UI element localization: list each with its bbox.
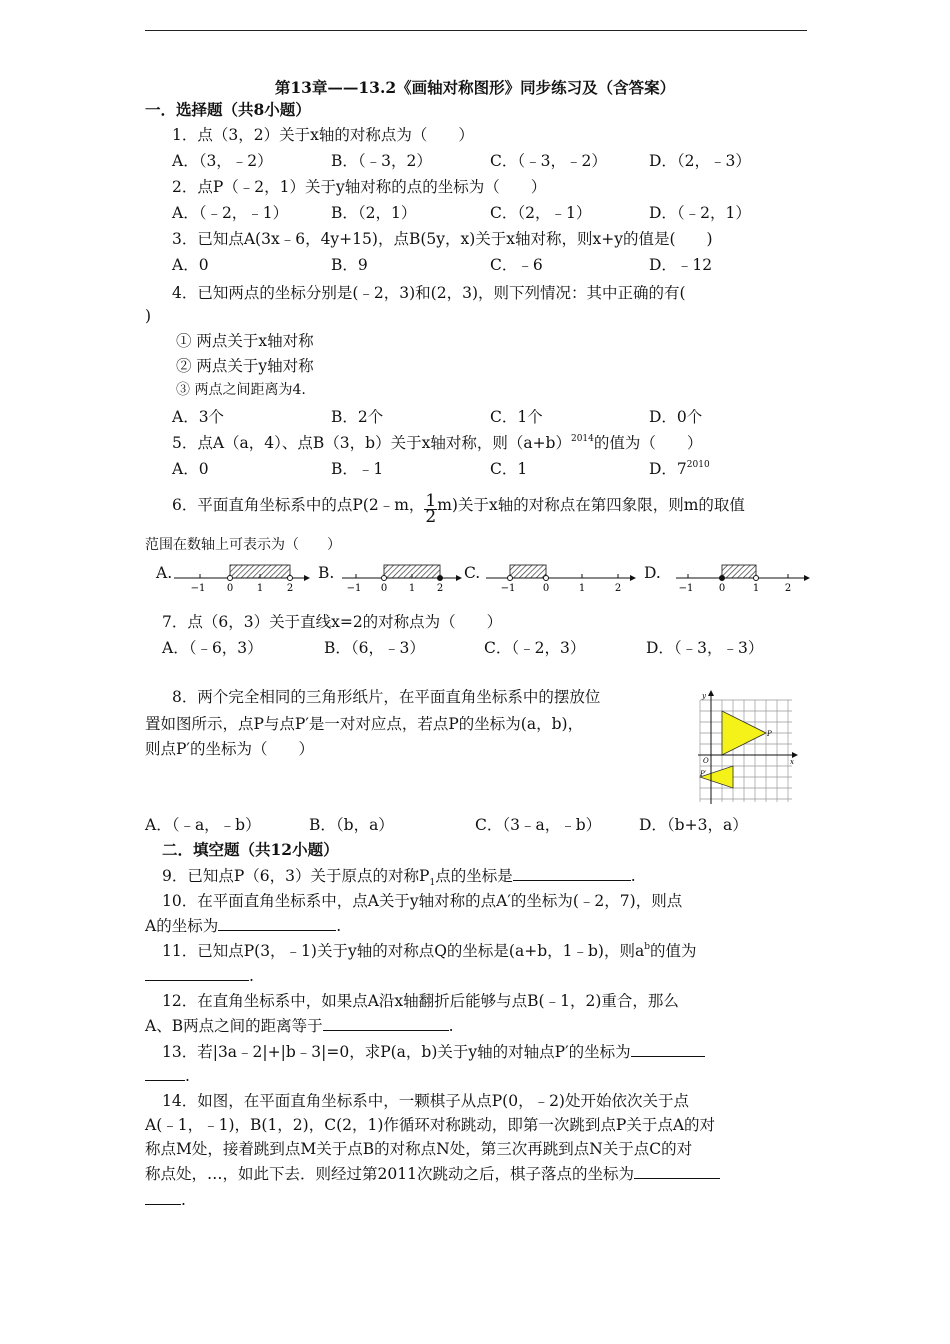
axis-label: 1 (578, 583, 586, 594)
q4-option-c: C．1个 (490, 408, 543, 426)
answer-blank[interactable] (145, 965, 249, 981)
number-line-c (482, 558, 636, 594)
axis-label: 2 (784, 583, 792, 594)
q8-option-b: B．（b，a） (309, 816, 394, 834)
q2-option-a: A．（﹣2，﹣1） (172, 204, 289, 222)
point-p-prime-label: P′ (700, 770, 707, 778)
q1-option-d: D．（2，﹣3） (649, 152, 751, 170)
q2-option-b: B．（2，1） (331, 204, 417, 222)
number-line-b (338, 558, 462, 594)
q14-line1: 14．如图，在平面直角坐标系中，一颗棋子从点P(0，﹣2)处开始依次关于点 (162, 1092, 689, 1110)
q3-option-a: A．0 (172, 256, 209, 274)
q6-option-c: C. (464, 564, 481, 582)
q8-option-a: A．（﹣a，﹣b） (145, 816, 261, 834)
q10-line1: 10．在平面直角坐标系中，点A关于y轴对称的点A′的坐标为(﹣2，7)，则点 (162, 892, 683, 910)
one-half-fraction: $\frac{1}{2}$ (425, 491, 437, 527)
axis-label: −1 (500, 583, 516, 594)
q14-line5: . (145, 1189, 186, 1210)
q6-option-a: A. (156, 564, 173, 582)
q8-option-c: C．（3﹣a，﹣b） (475, 816, 602, 834)
q4-stem: 4．已知两点的坐标分别是(﹣2，3)和(2，3)，则下列情况：其中正确的有( (172, 284, 686, 302)
origin-label: O (703, 757, 709, 765)
section-fill-heading: 二．填空题（共12小题） (162, 840, 339, 859)
q1-stem: 1．点（3，2）关于x轴的对称点为（ ） (172, 126, 474, 144)
q3-stem: 3．已知点A(3x﹣6，4y+15)，点B(5y，x)关于x轴对称，则x+y的值是( ) (172, 230, 713, 248)
number-line-a (170, 558, 310, 594)
q8-line2: 置如图所示，点P与点P′是一对对应点，若点P的坐标为(a，b)， (145, 715, 584, 733)
axis-label: 1 (256, 583, 264, 594)
q7-option-a: A．（﹣6，3） (162, 639, 263, 657)
axis-label: 1 (752, 583, 760, 594)
q2-option-d: D．（﹣2，1） (649, 204, 751, 222)
q6-stem-line2: 范围在数轴上可表示为（ ） (145, 537, 341, 553)
axis-label: −1 (346, 583, 362, 594)
coordinate-grid-figure (694, 690, 798, 806)
q8-line1: 8．两个完全相同的三角形纸片，在平面直角坐标系中的摆放位 (172, 688, 601, 706)
q12-line2: A、B两点之间的距离等于 . (145, 1017, 454, 1035)
q4-option-d: D．0个 (649, 408, 703, 426)
point-p-label: P (767, 730, 772, 738)
q7-stem: 7．点（6，3）关于直线x=2的对称点为（ ） (162, 613, 503, 631)
q4-statement-1: ① 两点关于x轴对称 (176, 332, 314, 350)
q14-line4: 称点处，…，如此下去．则经过第2011次跳动之后，棋子落点的坐标为 (145, 1163, 720, 1184)
q7-option-c: C．（﹣2，3） (484, 639, 586, 657)
answer-blank[interactable] (513, 865, 631, 881)
answer-blank[interactable] (631, 1041, 705, 1057)
q3-option-b: B．9 (331, 256, 368, 274)
page-title: 第13章——13.2《画轴对称图形》同步练习及（含答案） (274, 78, 676, 97)
q5-stem: 5．点A（a，4）、点B（3，b）关于x轴对称，则$(a+b)^{2014}$的值为（ ） (172, 434, 703, 452)
q12-line1: 12．在直角坐标系中，如果点A沿x轴翻折后能够与点B(﹣1，2)重合，那么 (162, 992, 679, 1010)
axis-label: 0 (542, 583, 550, 594)
q4-statement-3: ③ 两点之间距离为4. (176, 382, 306, 398)
answer-blank[interactable] (218, 915, 336, 931)
q7-option-d: D．（﹣3，﹣3） (646, 639, 764, 657)
x-axis-label: x (790, 758, 794, 766)
answer-blank[interactable] (323, 1015, 449, 1031)
q4-option-b: B．2个 (331, 408, 384, 426)
q4-stem-end: ) (145, 307, 152, 325)
answer-blank[interactable] (145, 1189, 181, 1205)
q7-option-b: B．（6，﹣3） (324, 639, 425, 657)
q8-line3: 则点P′的坐标为（ ） (145, 740, 314, 758)
q6-option-b: B. (318, 564, 335, 582)
q13-line1: 13．若|3a﹣2|+|b﹣3|=0，求P(a，b)关于y轴的对轴点P′的坐标为 (162, 1041, 705, 1062)
q6-stem: 6．平面直角坐标系中的点P(2﹣m， $\frac{1}{2}$ m)关于x轴的对称点在第四象限，则m的取值 (172, 491, 745, 527)
axis-label: 2 (286, 583, 294, 594)
header-rule (145, 30, 807, 31)
q4-statement-2: ② 两点关于y轴对称 (176, 357, 314, 375)
q5-option-b: B．﹣1 (331, 460, 384, 478)
q10-line2: A的坐标为 . (145, 917, 342, 935)
q8-option-d: D．（b+3，a） (639, 816, 748, 834)
q1-option-a: A．（3，﹣2） (172, 152, 273, 170)
q5-option-c: C．1 (490, 460, 528, 478)
q2-option-c: C．（2，﹣1） (490, 204, 592, 222)
answer-blank[interactable] (145, 1065, 185, 1081)
q5-option-a: A．0 (172, 460, 209, 478)
axis-label: −1 (190, 583, 206, 594)
q14-line3: 称点M处，接着跳到点M关于点B的对称点N处，第三次再跳到点N关于点C的对 (145, 1140, 693, 1158)
axis-label: 0 (226, 583, 234, 594)
q11-line1: 11．已知点P(3，﹣1)关于y轴的对称点Q的坐标是(a+b，1﹣b)，则$a^b$的值为 (162, 942, 697, 960)
q1-option-c: C．（﹣3，﹣2） (490, 152, 607, 170)
q2-stem: 2．点P（﹣2，1）关于y轴对称的点的坐标为（ ） (172, 178, 547, 196)
axis-label: 0 (380, 583, 388, 594)
axis-label: 2 (436, 583, 444, 594)
q5-option-d: D．$7^{2010}$ (649, 460, 710, 478)
q11-line2: . (145, 965, 254, 986)
q14-line2: A(﹣1，﹣1)，B(1，2)，C(2，1)作循环对称跳动，即第一次跳到点P关于点A的对 (145, 1116, 716, 1134)
q3-option-c: C．﹣6 (490, 256, 543, 274)
number-line-d (672, 558, 810, 594)
axis-label: 0 (718, 583, 726, 594)
q4-option-a: A．3个 (172, 408, 225, 426)
q6-option-d: D. (644, 564, 661, 582)
q1-option-b: B．（﹣3，2） (331, 152, 432, 170)
q9-text: 9．已知点P（6，3）关于原点的对称$P_1$点的坐标是 . (162, 867, 636, 889)
q13-line2: . (145, 1065, 190, 1086)
axis-label: 2 (614, 583, 622, 594)
answer-blank[interactable] (634, 1163, 720, 1179)
axis-label: 1 (408, 583, 416, 594)
q3-option-d: D．﹣12 (649, 256, 713, 274)
y-axis-label: y (702, 692, 706, 700)
axis-label: −1 (678, 583, 694, 594)
section-choice-heading: 一．选择题（共8小题） (145, 100, 311, 119)
